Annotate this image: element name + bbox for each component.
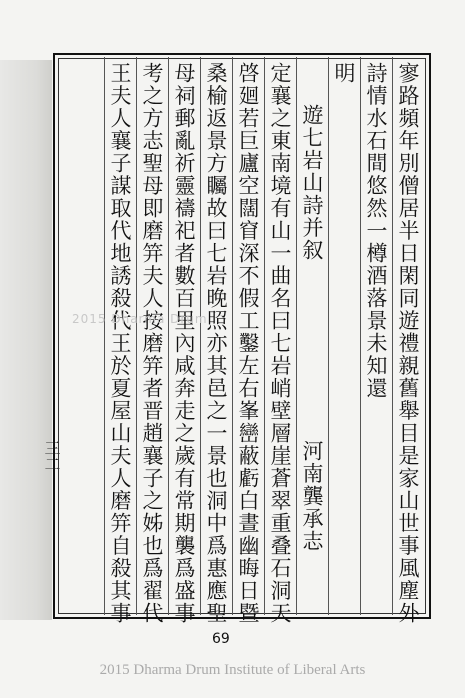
column-rule [136,57,137,615]
text-column: 寥路頻年別僧居半日閑同遊禮親舊舉目是家山世事風塵外 [396,62,420,625]
column-rule [296,57,297,615]
binding-margin [0,60,52,620]
copyright-watermark: 2015 Dharma Drum Institute of Liberal Arts [99,662,366,678]
text-column: 啓廻若巨廬空闊窅深不假工鑿左右峯巒蔽虧白晝幽晦日暨 [236,62,260,625]
column-rule [360,57,361,615]
column-rule [232,57,233,615]
column-rule [200,57,201,615]
text-column: 桑榆返景方矚故曰七岩晚照亦其邑之一景也洞中爲惠應聖 [204,62,228,625]
column-rule [264,57,265,615]
margin-numeral: 三二 [42,440,61,472]
text-column: 詩情水石間悠然一樽酒落景未知還 [364,62,388,400]
author-name: 河南龔承志 [300,440,324,553]
text-column: 王夫人襄子謀取代地誘殺代王於夏屋山夫人磨笄自殺其事 [108,62,132,625]
poem-title: 遊七岩山詩并叙 [300,104,324,262]
column-rule [328,57,329,615]
text-column: 母祠郵亂祈靈禱祀者數百里內咸奔走之歲有常期襲爲盛事 [172,62,196,625]
page-number: 69 [212,631,230,647]
text-column: 考之方志聖母即磨笄夫人按磨笄者晋趙襄子之姊也爲翟代 [140,62,164,625]
text-column: 定襄之東南境有山一曲名曰七岩峭壁層崖蒼翠重叠石洞天 [268,62,292,625]
faint-watermark: 2015 Dharma Drum [72,312,208,326]
column-rule [168,57,169,615]
column-rule [104,57,105,615]
text-column: 明 [332,62,356,85]
column-rule [392,57,393,615]
